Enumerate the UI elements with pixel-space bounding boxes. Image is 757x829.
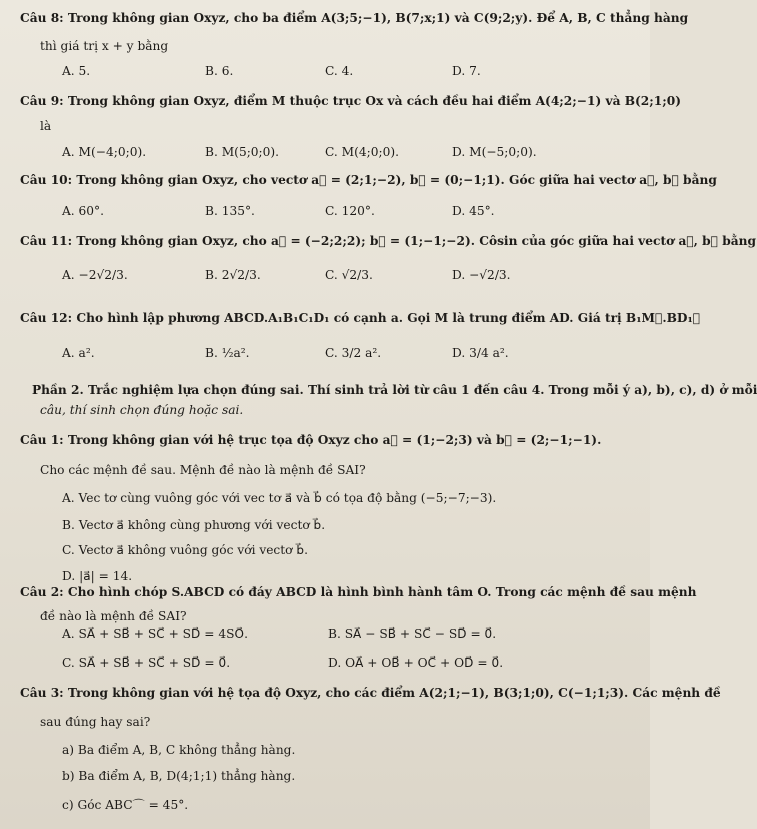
q12-option-a: A. a². <box>62 346 95 360</box>
part-2-heading: Phần 2. Trắc nghiệm lựa chọn đúng sai. Thí sinh trả lời từ câu 1 đến câu 4. Trong mỗi ý a), b), c), d) ở mỗi <box>32 383 757 397</box>
q10-option-d: D. 45°. <box>452 204 495 218</box>
p1-statement-a: A. Vec tơ cùng vuông góc với vec tơ a⃗ và b⃗ có tọa độ bằng (−5;−7;−3). <box>62 491 497 505</box>
question-9-stem: Câu 9: Trong không gian Oxyz, điểm M thuộc trục Ox và cách đều hai điểm A(4;2;−1) và B(2;1;0) <box>20 94 681 108</box>
part2-question-3-stem: Câu 3: Trong không gian với hệ tọa độ Oxyz, cho các điểm A(2;1;−1), B(3;1;0), C(−1;1;3). Các mệnh đề <box>20 686 721 700</box>
p1-statement-b: B. Vectơ a⃗ không cùng phương với vectơ b⃗. <box>62 518 326 532</box>
q10-option-c: C. 120°. <box>325 204 375 218</box>
q11-option-c: C. √2/3. <box>325 268 373 282</box>
q12-option-b: B. ½a². <box>205 346 250 360</box>
part2-question-2-prompt: đề nào là mệnh đề SAI? <box>40 609 187 623</box>
q11-option-b: B. 2√2/3. <box>205 268 261 282</box>
p2-option-d: D. OA⃗ + OB⃗ + OC⃗ + OD⃗ = 0⃗. <box>328 656 504 670</box>
q11-option-d: D. −√2/3. <box>452 268 511 282</box>
part2-question-3-prompt: sau đúng hay sai? <box>40 715 151 729</box>
p3-statement-b: b) Ba điểm A, B, D(4;1;1) thẳng hàng. <box>62 769 296 783</box>
part2-question-1-stem: Câu 1: Trong không gian với hệ trục tọa độ Oxyz cho a⃗ = (1;−2;3) và b⃗ = (2;−1;−1). <box>20 433 602 447</box>
q10-option-a: A. 60°. <box>62 204 105 218</box>
p2-option-c: C. SA⃗ + SB⃗ + SC⃗ + SD⃗ = 0⃗. <box>62 656 231 670</box>
q11-option-a: A. −2√2/3. <box>62 268 128 282</box>
question-10-stem: Câu 10: Trong không gian Oxyz, cho vectơ a⃗ = (2;1;−2), b⃗ = (0;−1;1). Góc giữa hai vectơ a⃗, b⃗ bằng <box>20 173 717 187</box>
p2-option-b: B. SA⃗ − SB⃗ + SC⃗ − SD⃗ = 0⃗. <box>328 627 497 641</box>
q9-option-c: C. M(4;0;0). <box>325 145 399 159</box>
p1-statement-c: C. Vectơ a⃗ không vuông góc với vectơ b⃗. <box>62 543 308 557</box>
part2-question-2-stem: Câu 2: Cho hình chóp S.ABCD có đáy ABCD là hình bình hành tâm O. Trong các mệnh đề sau mệnh <box>20 585 697 599</box>
question-9-stem-cont: là <box>40 119 52 133</box>
q8-option-c: C. 4. <box>325 64 354 78</box>
question-8-stem-cont: thì giá trị x + y bằng <box>40 39 169 53</box>
q12-option-c: C. 3/2 a². <box>325 346 382 360</box>
q8-option-b: B. 6. <box>205 64 234 78</box>
p3-statement-a: a) Ba điểm A, B, C không thẳng hàng. <box>62 743 296 757</box>
q9-option-a: A. M(−4;0;0). <box>62 145 147 159</box>
part-2-heading-cont: câu, thí sinh chọn đúng hoặc sai. <box>40 403 244 417</box>
p1-statement-d: D. |a⃗| = 14. <box>62 569 133 583</box>
question-12-stem: Câu 12: Cho hình lập phương ABCD.A₁B₁C₁D₁ có cạnh a. Gọi M là trung điểm AD. Giá trị B₁M⃗.BD₁⃗ <box>20 311 701 325</box>
part2-question-1-prompt: Cho các mệnh đề sau. Mệnh đề nào là mệnh đề SAI? <box>40 463 366 477</box>
q10-option-b: B. 135°. <box>205 204 255 218</box>
question-8-stem: Câu 8: Trong không gian Oxyz, cho ba điểm A(3;5;−1), B(7;x;1) và C(9;2;y). Để A, B, C thẳng hàng <box>20 11 689 25</box>
q8-option-a: A. 5. <box>62 64 91 78</box>
q9-option-d: D. M(−5;0;0). <box>452 145 537 159</box>
q9-option-b: B. M(5;0;0). <box>205 145 280 159</box>
p2-option-a: A. SA⃗ + SB⃗ + SC⃗ + SD⃗ = 4SO⃗. <box>62 627 248 641</box>
p3-statement-c: c) Góc ABC⌒ = 45°. <box>62 798 189 812</box>
q12-option-d: D. 3/4 a². <box>452 346 509 360</box>
q8-option-d: D. 7. <box>452 64 481 78</box>
question-11-stem: Câu 11: Trong không gian Oxyz, cho a⃗ = (−2;2;2); b⃗ = (1;−1;−2). Côsin của góc giữa hai vectơ a⃗, b⃗ bằng <box>20 234 757 248</box>
